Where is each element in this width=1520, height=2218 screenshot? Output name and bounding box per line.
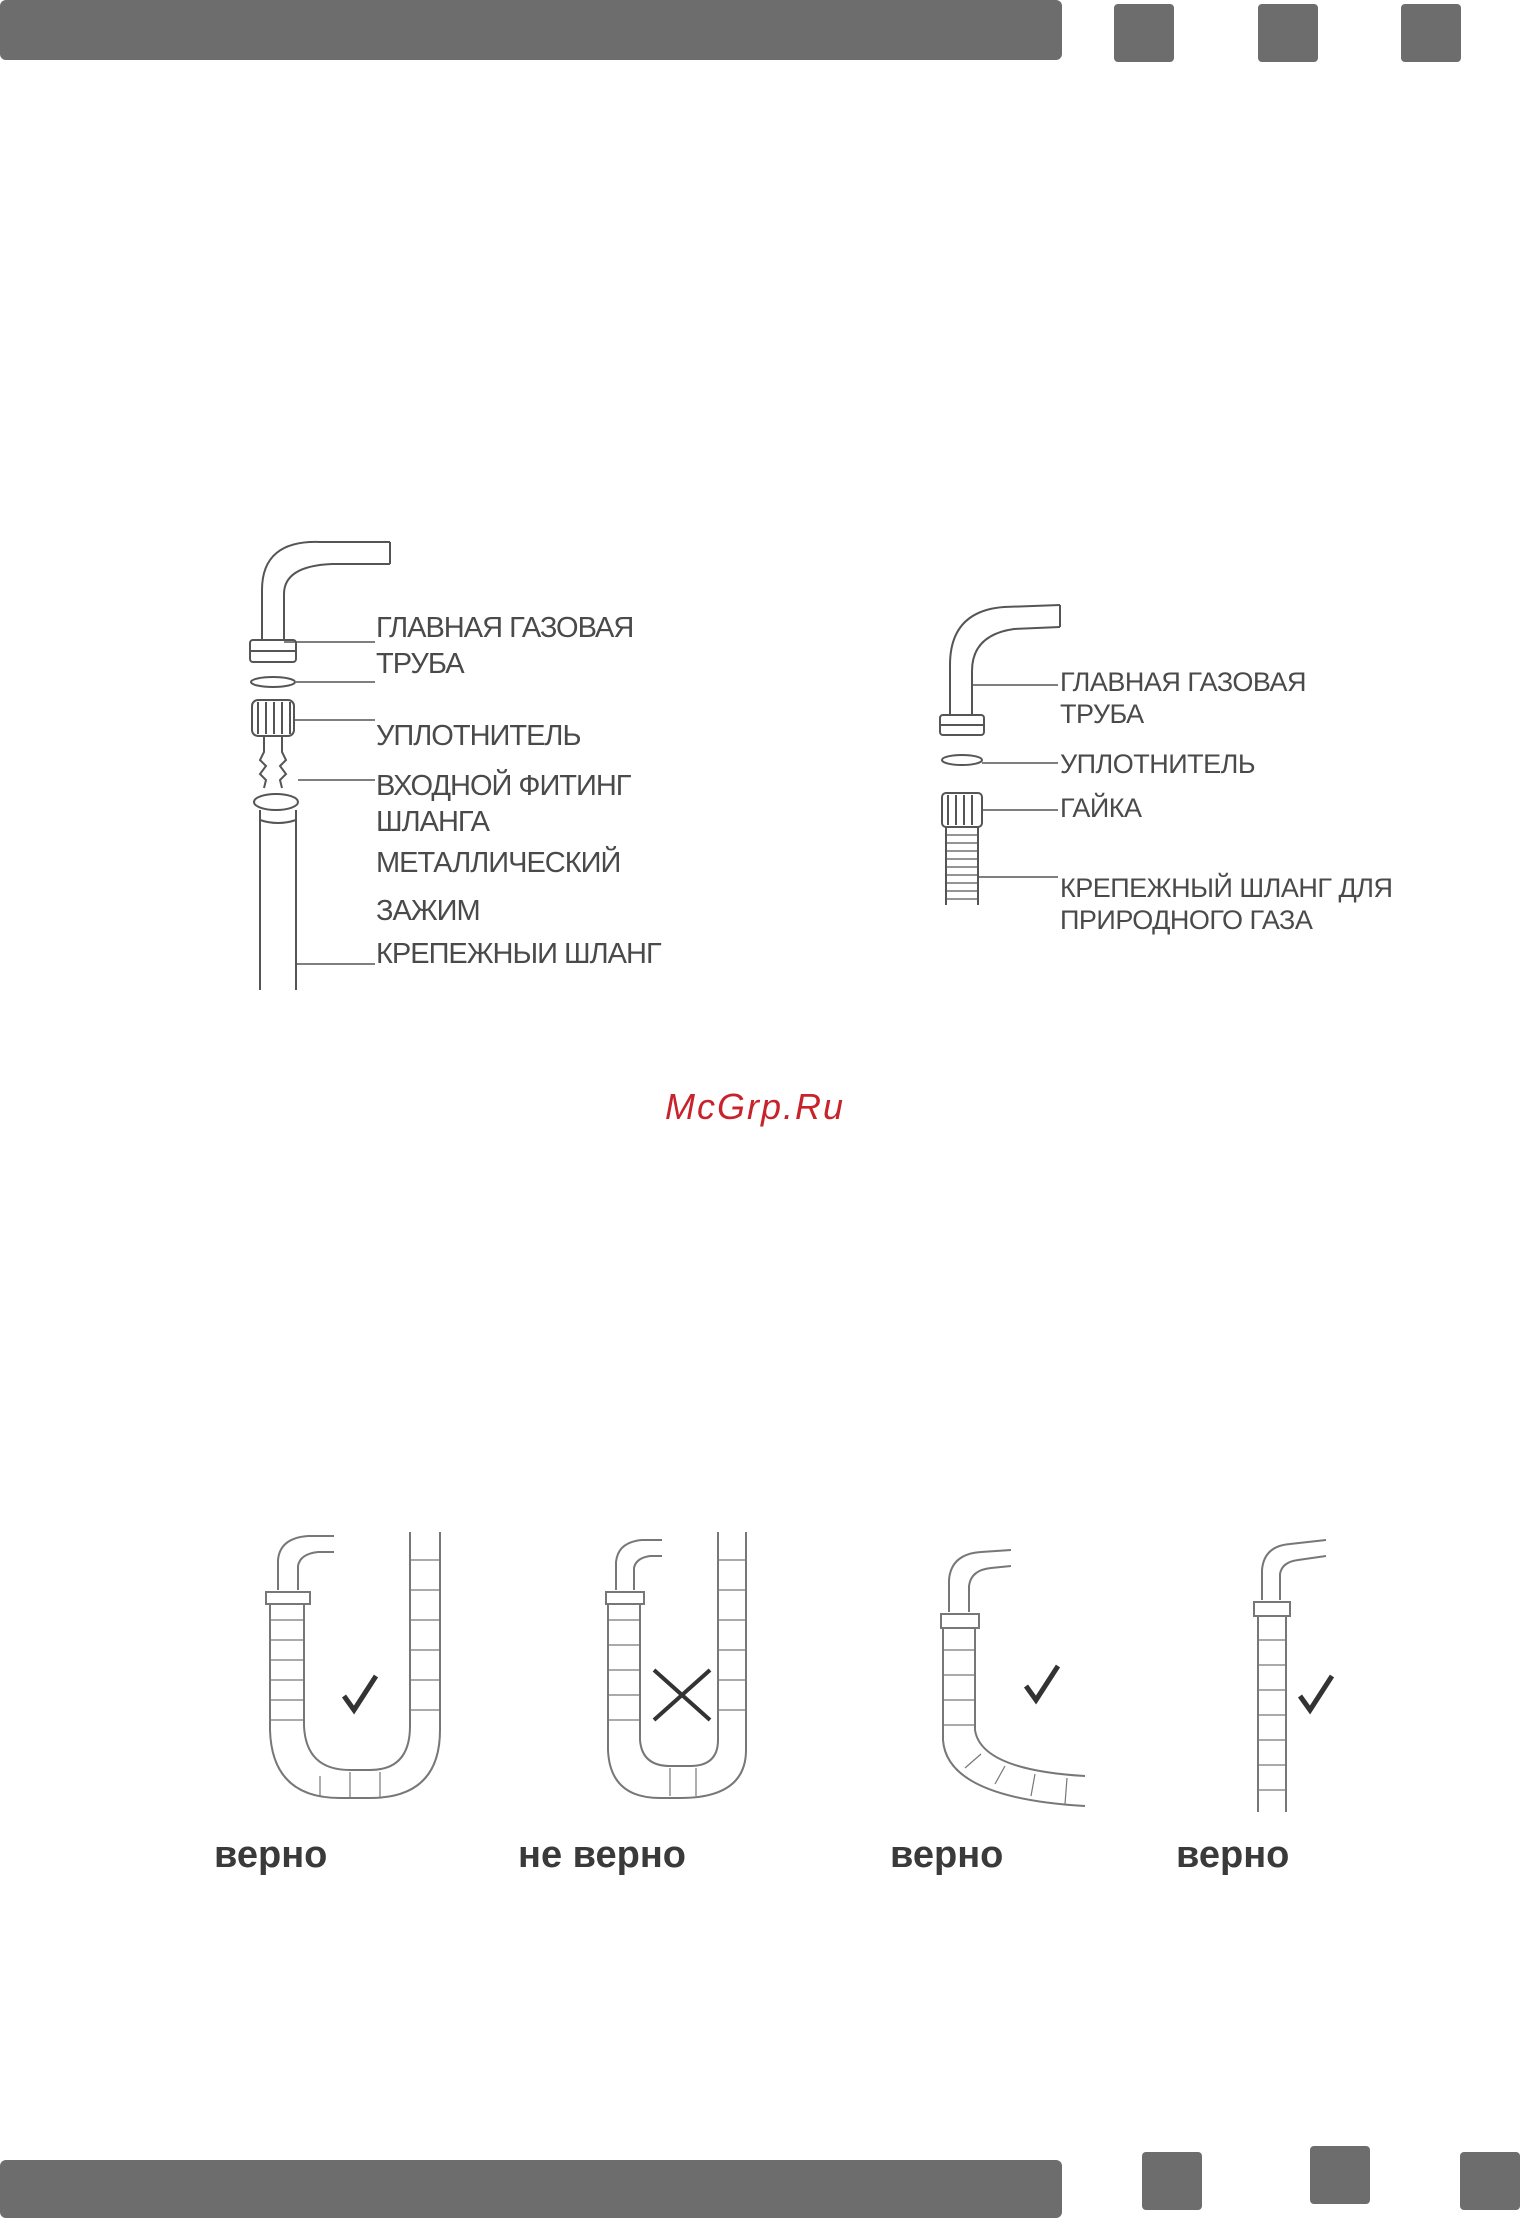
header-square-2 xyxy=(1258,4,1318,62)
natural-gas-connection-diagram xyxy=(930,595,1080,925)
lpg-label-main-pipe: ГЛАВНАЯ ГАЗОВАЯ ТРУБА xyxy=(376,612,634,680)
header-bar xyxy=(0,0,1062,60)
hose-example-3-caption: верно xyxy=(890,1834,1004,1876)
hose-example-2-caption: не верно xyxy=(518,1834,687,1876)
lpg-label-metal-clamp: МЕТАЛЛИЧЕСКИЙ xyxy=(376,847,621,879)
header-square-1 xyxy=(1114,4,1174,62)
lpg-connection-diagram xyxy=(240,530,720,1000)
lpg-label-hose: КРЕПЕЖНЫИ ШЛАНГ xyxy=(376,938,661,970)
footer-square-3 xyxy=(1460,2152,1520,2210)
watermark: McGrp.Ru xyxy=(665,1086,846,1127)
ng-label-main-pipe: ГЛАВНАЯ ГАЗОВАЯ ТРУБА xyxy=(1060,667,1306,729)
lpg-label-inlet-fitting: ВХОДНОЙ ФИТИНГ ШЛАНГА xyxy=(376,770,631,838)
lpg-label-clamp: ЗАЖИМ xyxy=(376,895,480,927)
check-icon xyxy=(1022,1662,1062,1706)
check-icon xyxy=(340,1672,380,1716)
footer-square-1 xyxy=(1142,2152,1202,2210)
footer-square-2 xyxy=(1310,2146,1370,2204)
ng-label-seal: УПЛОТНИТЕЛЬ xyxy=(1060,749,1256,779)
check-icon xyxy=(1296,1672,1336,1716)
header-square-3 xyxy=(1401,4,1461,62)
hose-example-4-caption: верно xyxy=(1176,1834,1290,1876)
hose-example-3 xyxy=(935,1540,1095,1820)
ng-label-nut: ГАЙКА xyxy=(1060,793,1142,823)
footer-bar xyxy=(0,2160,1062,2218)
ng-label-hose: КРЕПЕЖНЫЙ ШЛАНГ ДЛЯ ПРИРОДНОГО ГАЗА xyxy=(1060,873,1393,935)
hose-example-1-caption: верно xyxy=(214,1834,328,1876)
lpg-label-seal: УПЛОТНИТЕЛЬ xyxy=(376,720,581,752)
cross-icon xyxy=(650,1666,714,1724)
